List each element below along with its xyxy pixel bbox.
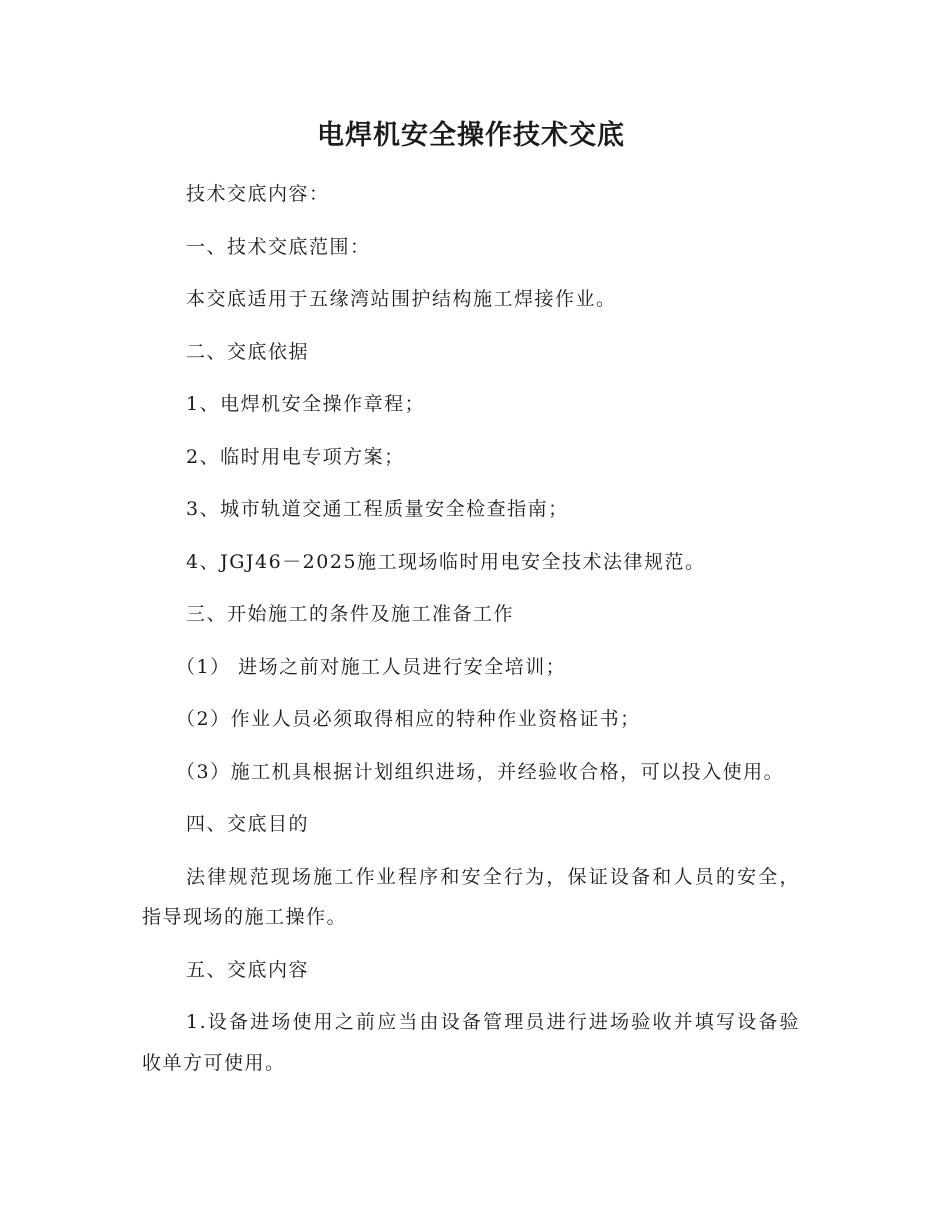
list-item-content-1: 1.设备进场使用之前应当由设备管理员进行进场验收并填写设备验收单方可使用。 [142,1011,800,1074]
list-item-basis-4: 4、JGJ46－2025施工现场临时用电安全技术法律规范。 [186,550,706,573]
list-item-preparation-3: （3）施工机具根据计划组织进场，并经验收合格，可以投入使用。 [176,760,785,783]
list-item-preparation-2: （2）作业人员必须取得相应的特种作业资格证书； [176,708,641,730]
section-heading-preparation: 三、开始施工的条件及施工准备工作 [186,603,515,625]
section-heading-purpose: 四、交底目的 [186,813,310,835]
section-heading-content: 五、交底内容 [186,958,310,981]
section-heading-scope: 一、技术交底范围： [186,235,371,258]
list-item-basis-2: 2、临时用电专项方案； [186,445,405,468]
list-item-basis-1: 1、电焊机安全操作章程； [186,393,426,415]
document-title: 电焊机安全操作技术交底 [317,120,625,151]
list-item-preparation-1: （1） 进场之前对施工人员进行安全培训； [176,655,567,678]
list-item-basis-3: 3、城市轨道交通工程质量安全检查指南； [186,498,569,520]
paragraph-purpose: 法律规范现场施工作业程序和安全行为，保证设备和人员的安全，指导现场的施工操作。 [142,865,800,928]
paragraph-intro: 技术交底内容： [186,183,330,205]
paragraph-scope: 本交底适用于五缘湾站围护结构施工焊接作业。 [186,288,617,310]
section-heading-basis: 二、交底依据 [186,340,310,363]
